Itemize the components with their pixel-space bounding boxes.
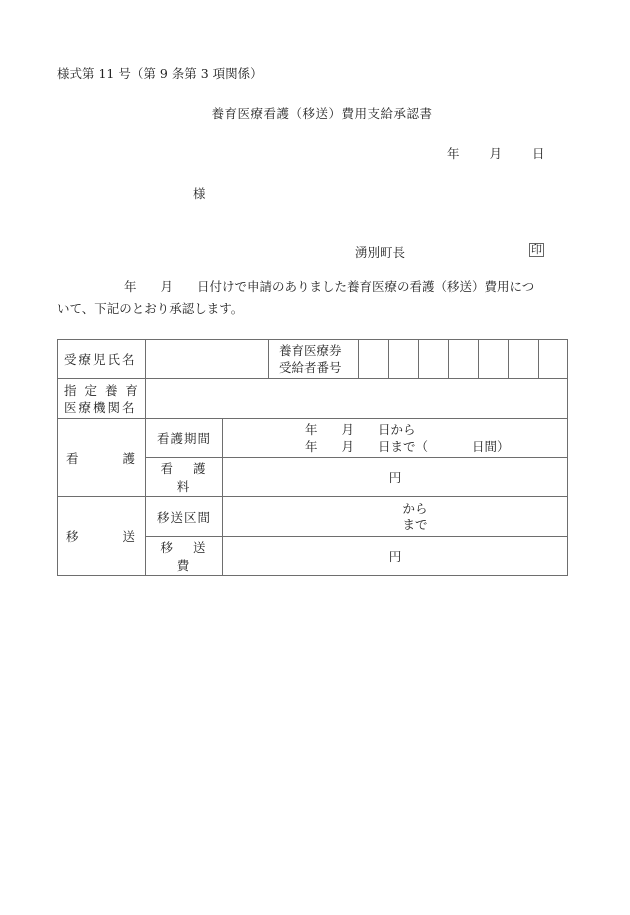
body-line1-rest: 日付けで申請のありました養育医療の看護（移送）費用につ [197, 279, 535, 294]
nursing-label-right: 護 [122, 450, 135, 466]
nursing-section-label [58, 419, 146, 497]
row-patient-name [58, 340, 568, 379]
body-month: 月 [160, 279, 174, 294]
approval-text [57, 276, 572, 320]
recipient-number-label-line2: 受給者番号 [279, 360, 342, 375]
nursing-fee-label: 看 護 料 [146, 458, 223, 497]
medical-institution-field[interactable] [146, 379, 568, 419]
date-year: 年 [447, 146, 460, 161]
recipient-number-box-5[interactable] [479, 340, 509, 379]
transport-route-field[interactable] [223, 497, 568, 537]
nursing-fee-field[interactable] [223, 458, 568, 497]
recipient-number-box-2[interactable] [389, 340, 419, 379]
route-from-suffix: から [402, 500, 428, 516]
issue-date [447, 144, 545, 162]
from-suffix: 日から [378, 422, 416, 437]
transport-label-left: 移 [66, 529, 79, 544]
recipient-number-box-4[interactable] [449, 340, 479, 379]
medical-institution-label-line1: 指 定 養 育 [64, 382, 140, 398]
transport-fee-field[interactable] [223, 537, 568, 576]
form-number: 様式第 11 号（第 9 条第 3 項関係） [57, 66, 263, 81]
recipient-number-box-6[interactable] [509, 340, 539, 379]
patient-name-label: 受療児氏名 [58, 340, 146, 379]
transport-label-right: 送 [122, 529, 135, 544]
issuer: 湧別町長 [355, 245, 406, 260]
approval-text-line1 [57, 276, 572, 298]
row-medical-institution [58, 379, 568, 419]
recipient-number-box-1[interactable] [359, 340, 389, 379]
approval-form-table [57, 339, 568, 576]
nursing-period-from [305, 421, 567, 438]
recipient-number-label-line1: 養育医療券 [279, 343, 342, 358]
to-month: 月 [341, 439, 355, 454]
body-year: 年 [124, 279, 137, 294]
date-month: 月 [489, 146, 503, 161]
nursing-label-left: 看 [66, 450, 79, 466]
recipient-number-box-7[interactable] [539, 340, 568, 379]
seal-mark: 印 [531, 243, 542, 256]
from-year: 年 [305, 422, 318, 437]
transport-fee-label: 移 送 費 [146, 537, 223, 576]
patient-name-field[interactable] [146, 340, 269, 379]
date-day: 日 [532, 146, 545, 161]
from-month: 月 [341, 422, 355, 437]
medical-institution-label [58, 379, 146, 419]
transport-fee-unit: 円 [388, 549, 402, 564]
nursing-period-label: 看護期間 [146, 419, 223, 458]
addressee-suffix: 様 [193, 186, 206, 201]
row-transport-section [58, 497, 568, 537]
to-suffix: 日まで（ [378, 439, 429, 454]
document-title: 養育医療看護（移送）費用支給承認書 [211, 106, 433, 121]
nursing-period-field[interactable] [223, 419, 568, 458]
to-year: 年 [305, 439, 318, 454]
transport-route-label: 移送区間 [146, 497, 223, 537]
approval-text-line2: いて、下記のとおり承認します。 [57, 301, 244, 316]
transport-section-label [58, 497, 146, 576]
route-to-suffix: まで [402, 516, 428, 532]
recipient-number-box-3[interactable] [419, 340, 449, 379]
days-suffix: 日間） [472, 439, 510, 454]
nursing-period-to [305, 438, 567, 455]
nursing-fee-unit: 円 [388, 470, 402, 485]
row-nursing-period [58, 419, 568, 458]
recipient-number-label [269, 340, 359, 379]
medical-institution-label-line2: 医療機関名 [64, 399, 137, 415]
